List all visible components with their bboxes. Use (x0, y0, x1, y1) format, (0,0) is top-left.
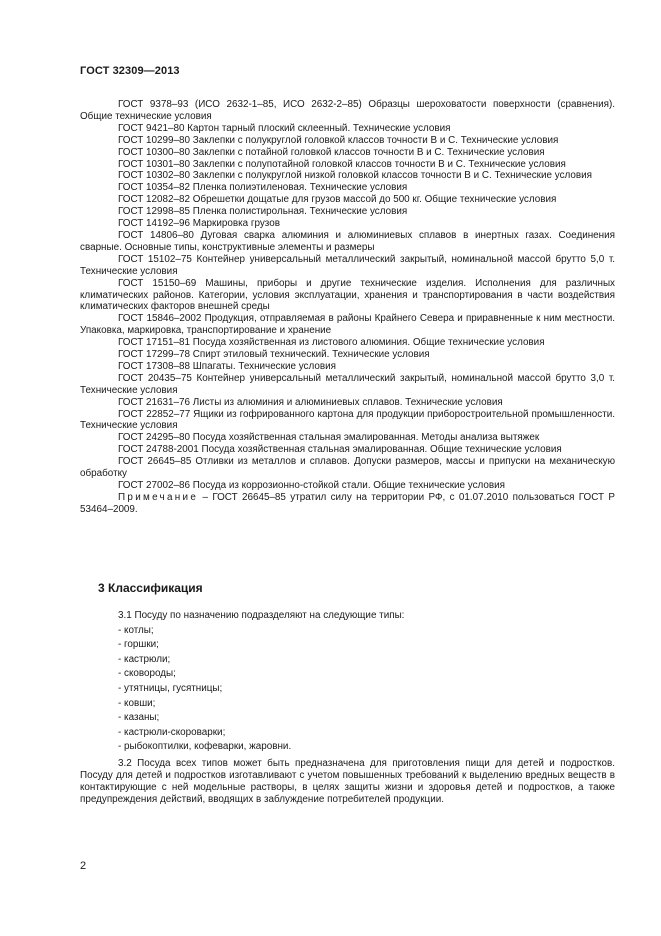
list-item: - казаны; (118, 712, 160, 724)
reference-item: ГОСТ 17299–78 Спирт этиловый технический. Технические условия (118, 349, 430, 361)
reference-item: ГОСТ 10354–82 Пленка полиэтиленовая. Технические условия (118, 182, 408, 194)
reference-item: ГОСТ 9421–80 Картон тарный плоский склеенный. Технические условия (118, 122, 451, 134)
section-title: 3 Классификация (98, 581, 203, 595)
list-item: - котлы; (118, 624, 154, 636)
reference-item: ГОСТ 22852–77 Ящики из гофрированного картона для продукции приборостроительной промышленности. Технические условия (80, 408, 615, 432)
reference-item: ГОСТ 14192–96 Маркировка грузов (118, 218, 280, 230)
standard-header: ГОСТ 32309—2013 (80, 65, 180, 77)
reference-item: ГОСТ 24295–80 Посуда хозяйственная стальная эмалированная. Методы анализа вытяжек (118, 432, 540, 444)
reference-item: ГОСТ 10302–80 Заклепки с полукруглой низкой головкой классов точности В и С. Технические условия (118, 170, 592, 182)
list-item: - ковши; (118, 697, 156, 709)
clause-3-2: 3.2 Посуда всех типов может быть предназначена для приготовления пищи для детей и подростков. Посуду для детей и подростков изготавливают с учетом повышенных требований к выделению вредных веществ в контактирующие с ней модельные растворы, в целях защиты жизни и здоровья детей и подростков, а также предупреждения действий, вводящих в заблуждение потребителей продукции. (80, 757, 615, 805)
list-item: - рыбокоптилки, кофеварки, жаровни. (118, 741, 292, 753)
note-label: Примечание (118, 491, 199, 503)
cookware-type-list (80, 624, 615, 755)
reference-item: ГОСТ 9378–93 (ИСО 2632-1–85, ИСО 2632-2–85) Образцы шероховатости поверхности (сравнения). Общие технические условия (80, 99, 615, 122)
reference-item: ГОСТ 15846–2002 Продукция, отправляемая в районы Крайнего Севера и приравненные к ним местности. Упаковка, маркировка, транспортирование и хранение (80, 313, 615, 337)
reference-item: ГОСТ 17308–88 Шпагаты. Технические условия (118, 360, 336, 372)
reference-item: ГОСТ 12998–85 Пленка полистирольная. Технические условия (118, 206, 408, 218)
reference-item: ГОСТ 27002–86 Посуда из коррозионно-стойкой стали. Общие технические условия (118, 480, 506, 491)
reference-item: ГОСТ 15150–69 Машины, приборы и другие технические изделия. Исполнения для различных климатических районов. Категории, условия эксплуатации, хранения и транспортирования в части воздействия климатических факторов внешней среды (80, 277, 615, 313)
list-item: - кастрюли; (118, 653, 171, 665)
reference-item: ГОСТ 10301–80 Заклепки с полупотайной головкой классов точности В и С. Технические условия (118, 158, 566, 170)
list-item: - горшки; (118, 639, 159, 651)
reference-item: ГОСТ 15102–75 Контейнер универсальный металлический закрытый, номинальной массой брутто 5,0 т. Технические условия (80, 253, 615, 277)
clause-3-1: 3.1 Посуду по назначению подразделяют на следующие типы: (118, 610, 405, 621)
reference-item: ГОСТ 26645–85 Отливки из металлов и сплавов. Допуски размеров, массы и припуски на механическую обработку (80, 456, 615, 480)
reference-item: ГОСТ 20435–75 Контейнер универсальный металлический закрытый, номинальной массой брутто 3,0 т. Технические условия (80, 372, 615, 396)
page-number: 2 (80, 860, 87, 872)
reference-item: ГОСТ 10300–80 Заклепки с потайной головкой классов точности В и С. Технические условия (118, 146, 545, 158)
classification-section (80, 609, 615, 806)
list-item: - кастрюли-скороварки; (118, 726, 226, 738)
reference-item: ГОСТ 21631–76 Листы из алюминия и алюминиевых сплавов. Технические условия (118, 396, 503, 408)
reference-item: ГОСТ 12082–82 Обрешетки дощатые для грузов массой до 500 кг. Общие технические условия (118, 194, 557, 206)
reference-item: ГОСТ 17151–81 Посуда хозяйственная из листового алюминия. Общие технические условия (118, 337, 545, 349)
reference-item: ГОСТ 14806–80 Дуговая сварка алюминия и алюминиевых сплавов в инертных газах. Соединения сварные. Основные типы, конструктивные элементы и размеры (80, 229, 615, 253)
note (80, 492, 615, 516)
list-item: - сковороды; (118, 668, 176, 680)
note-text: – ГОСТ 26645–85 утратил силу на территории РФ, с 01.07.2010 пользоваться ГОСТ Р 53464–2009. (80, 491, 615, 515)
list-item: - утятницы, гусятницы; (118, 682, 223, 694)
normative-references (80, 99, 615, 516)
reference-item: ГОСТ 10299–80 Заклепки с полукруглой головкой классов точности В и С. Технические условия (118, 134, 559, 146)
reference-item: ГОСТ 24788-2001 Посуда хозяйственная стальная эмалированная. Общие технические условия (118, 444, 562, 456)
